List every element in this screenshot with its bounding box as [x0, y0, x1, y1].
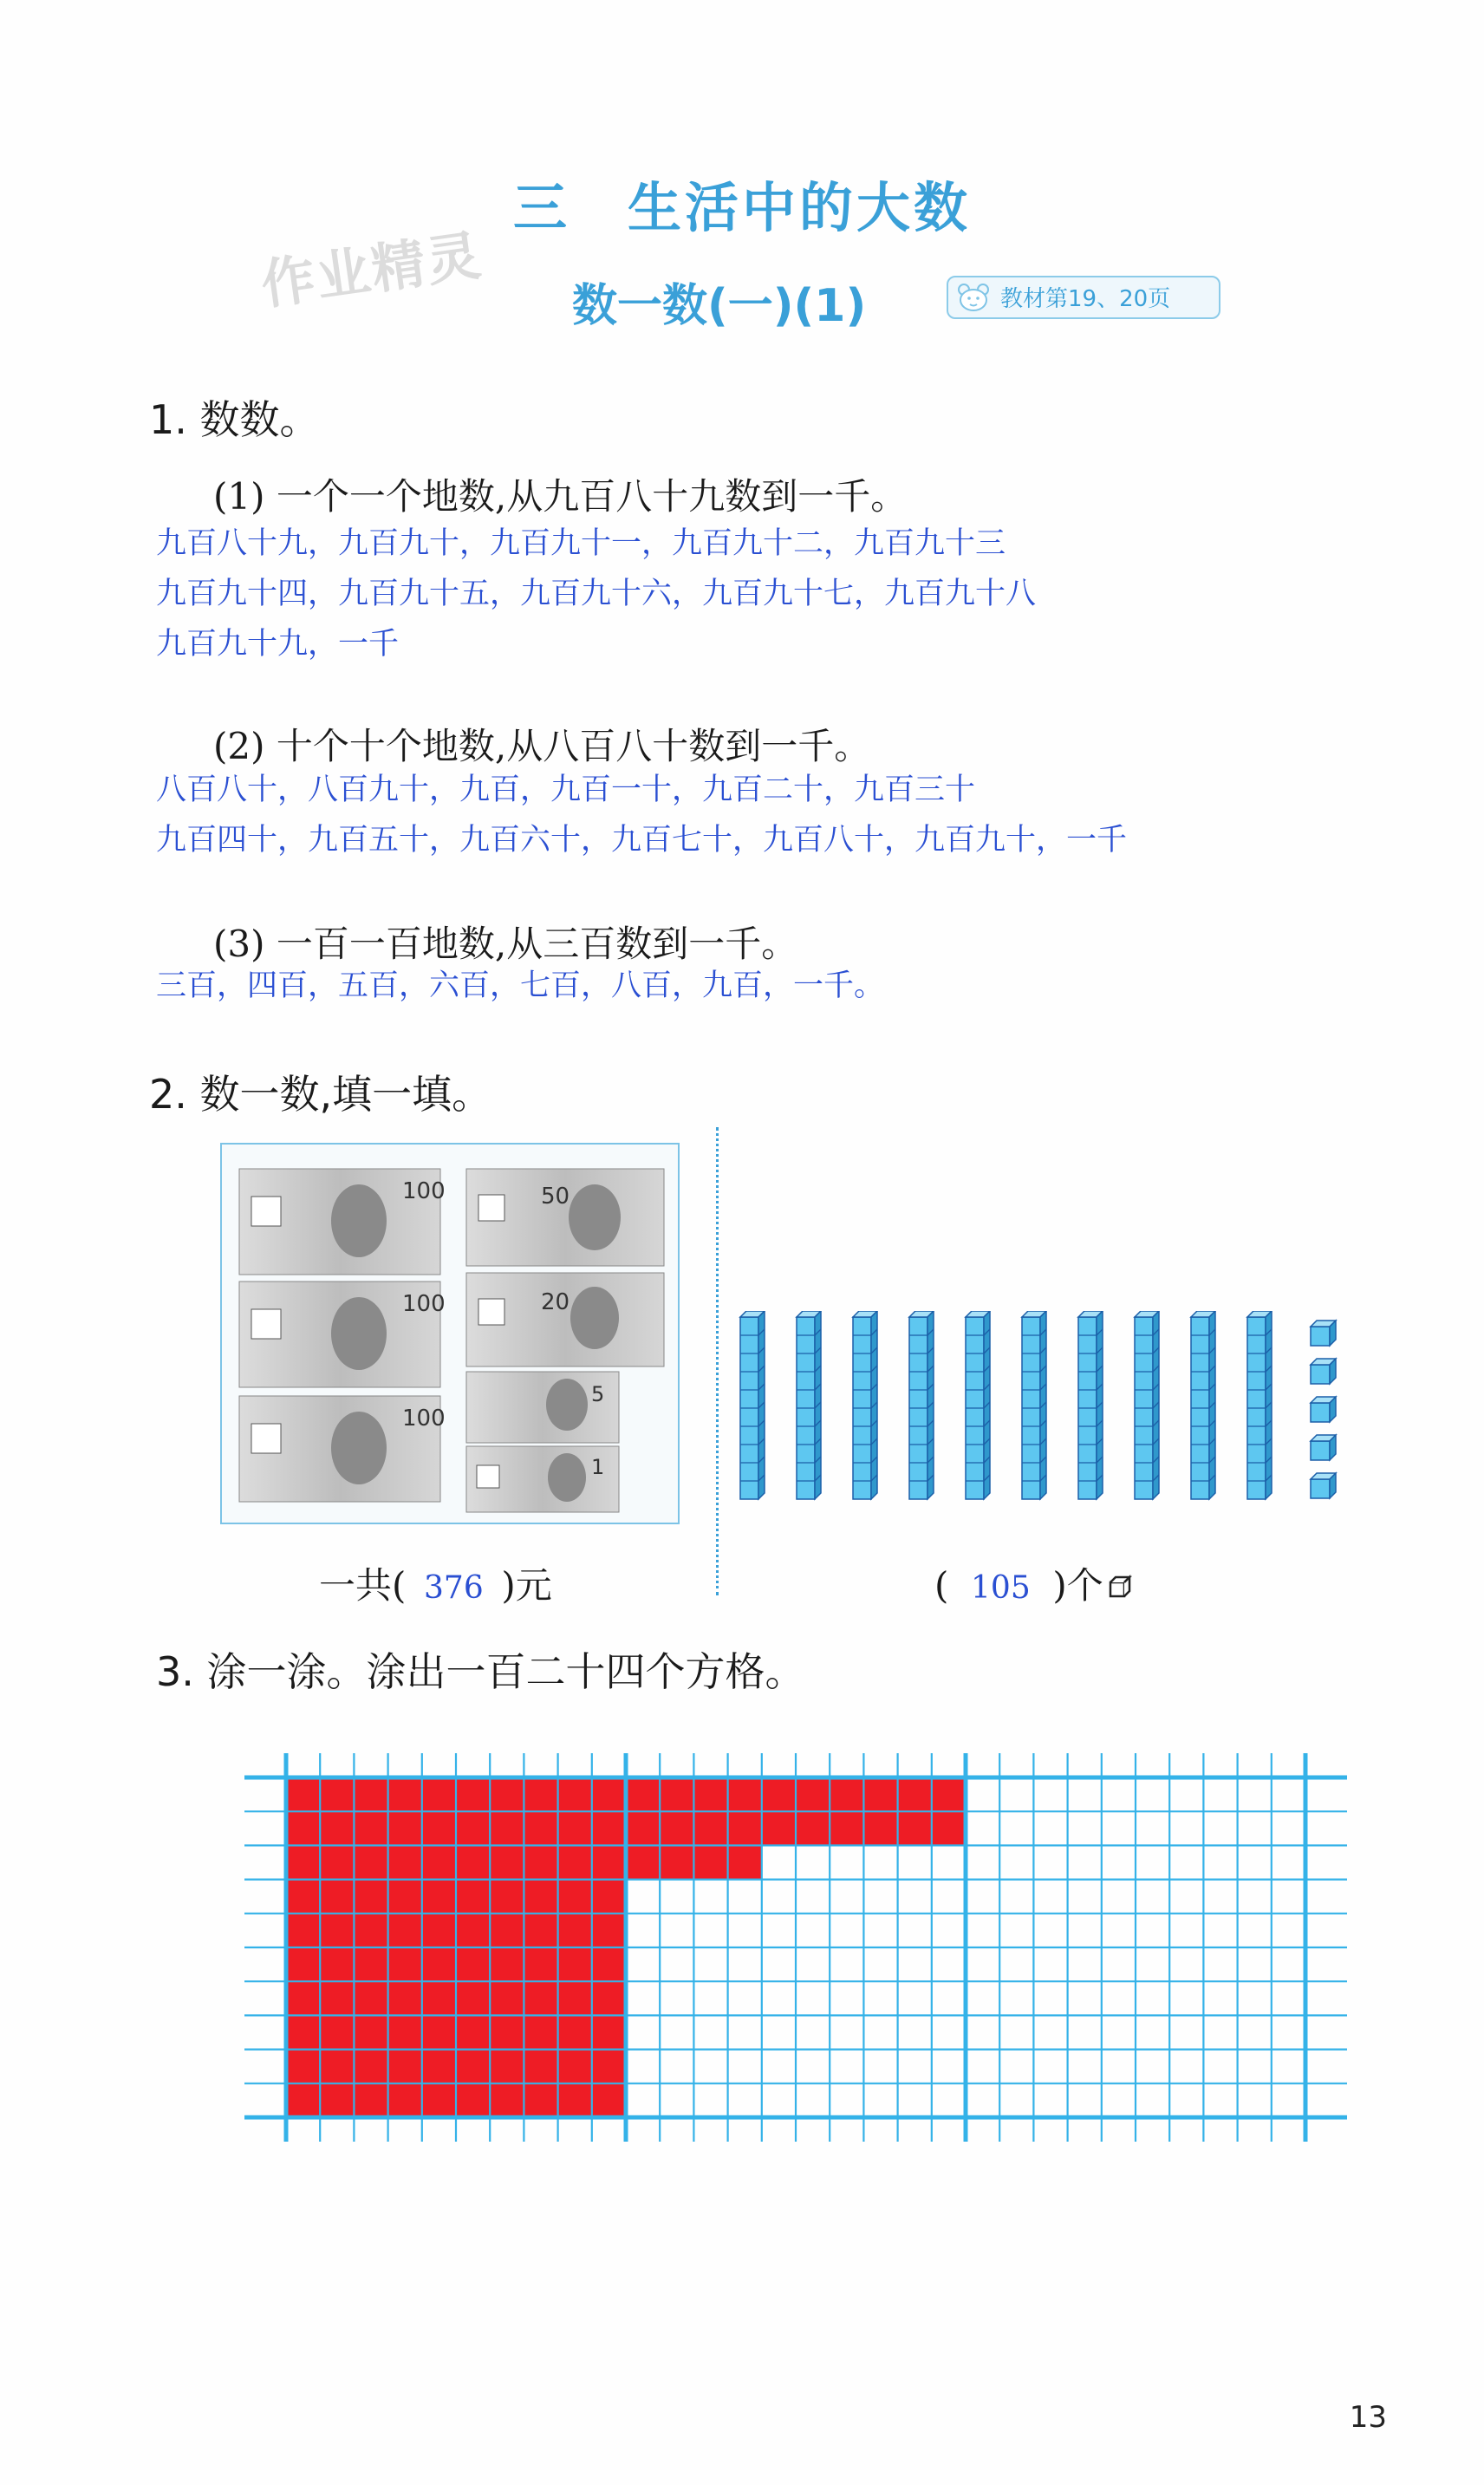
filled-cell[interactable] — [422, 1981, 457, 2016]
cube-front — [1311, 1441, 1330, 1460]
filled-cell[interactable] — [863, 1777, 898, 1812]
filled-cell[interactable] — [320, 1811, 355, 1846]
ten-rod — [853, 1311, 877, 1499]
filled-cell[interactable] — [693, 1845, 728, 1880]
question-2-title: 2. 数一数,填一填。 — [149, 1071, 492, 1118]
filled-cell[interactable] — [286, 1880, 321, 1914]
filled-cell[interactable] — [354, 2084, 388, 2118]
q1-part2-prompt: (2) 十个十个地数,从八百八十数到一千。 — [213, 725, 871, 767]
filled-cell[interactable] — [490, 1811, 524, 1846]
q1-part2-answer — [156, 765, 1127, 865]
filled-cell[interactable] — [524, 1914, 558, 1948]
filled-cell[interactable] — [422, 1845, 457, 1880]
filled-cell[interactable] — [524, 1880, 558, 1914]
money-answer-line — [319, 1557, 552, 1609]
filled-cell[interactable] — [558, 2084, 593, 2118]
unit-cube — [1311, 1359, 1336, 1384]
filled-cell[interactable] — [286, 1981, 321, 2016]
ten-rod — [1247, 1311, 1272, 1499]
filled-cell[interactable] — [830, 1811, 864, 1846]
ten-rod — [740, 1311, 765, 1499]
filled-cell[interactable] — [354, 1880, 388, 1914]
filled-cell[interactable] — [558, 1880, 593, 1914]
filled-cell[interactable] — [524, 1777, 558, 1812]
filled-cell[interactable] — [693, 1777, 728, 1812]
filled-cell[interactable] — [388, 1811, 423, 1846]
filled-cell[interactable] — [388, 1880, 423, 1914]
filled-cell[interactable] — [490, 1914, 524, 1948]
banknote-5 — [466, 1372, 619, 1443]
filled-cell[interactable] — [558, 1845, 593, 1880]
filled-cell[interactable] — [762, 1777, 797, 1812]
unit-cube-icon — [1107, 1574, 1133, 1600]
filled-cell[interactable] — [354, 1981, 388, 2016]
filled-cell[interactable] — [456, 1777, 491, 1812]
filled-cell[interactable] — [320, 1845, 355, 1880]
chapter-title: 三 生活中的大数 — [512, 176, 971, 239]
ten-rod — [1135, 1311, 1159, 1499]
filled-cell[interactable] — [286, 1914, 321, 1948]
filled-cell[interactable] — [422, 2084, 457, 2118]
money-prefix: 一共( — [319, 1564, 407, 1607]
q1-part1-prompt: (1) 一个一个地数,从九百八十九数到一千。 — [213, 475, 908, 518]
filled-cell[interactable] — [456, 1880, 491, 1914]
cube-front — [1311, 1403, 1330, 1422]
banknote-50 — [466, 1169, 664, 1266]
filled-cell[interactable] — [320, 1947, 355, 1982]
blocks-prefix: ( — [934, 1564, 949, 1607]
filled-cell[interactable] — [490, 2084, 524, 2118]
bill-value: 100 — [402, 1178, 446, 1204]
banknote-1 — [466, 1446, 619, 1512]
filled-cell[interactable] — [490, 1845, 524, 1880]
filled-cell[interactable] — [626, 1845, 661, 1880]
filled-cell[interactable] — [524, 1947, 558, 1982]
filled-cell[interactable] — [490, 1880, 524, 1914]
q1-part3-answer — [156, 961, 884, 1011]
filled-cell[interactable] — [863, 1811, 898, 1846]
filled-cell[interactable] — [592, 1981, 627, 2016]
filled-cell[interactable] — [558, 1914, 593, 1948]
filled-cell[interactable] — [422, 1777, 457, 1812]
filled-cell[interactable] — [524, 2084, 558, 2118]
filled-cell[interactable] — [932, 1811, 967, 1846]
unit-cube — [1311, 1435, 1336, 1460]
filled-cell[interactable] — [898, 1811, 933, 1846]
filled-cell[interactable] — [388, 1777, 423, 1812]
ten-rod — [1191, 1311, 1215, 1499]
ten-rod — [1022, 1311, 1046, 1499]
textbook-reference-tag — [947, 276, 1220, 319]
answer-line: 九百九十四，九百九十五，九百九十六，九百九十七，九百九十八 — [156, 577, 1037, 611]
filled-cell[interactable] — [592, 2050, 627, 2084]
filled-cell[interactable] — [286, 2015, 321, 2050]
filled-cell[interactable] — [660, 1811, 694, 1846]
filled-cell[interactable] — [422, 2015, 457, 2050]
bill-value: 1 — [591, 1455, 605, 1479]
filled-cell[interactable] — [388, 2050, 423, 2084]
filled-cell[interactable] — [422, 1880, 457, 1914]
filled-cell[interactable] — [558, 2050, 593, 2084]
filled-cell[interactable] — [456, 2050, 491, 2084]
answer-line: 九百四十，九百五十，九百六十，九百七十，九百八十，九百九十，一千 — [156, 823, 1128, 858]
filled-cell[interactable] — [422, 1914, 457, 1948]
filled-cell[interactable] — [932, 1777, 967, 1812]
filled-cell[interactable] — [320, 2015, 355, 2050]
filled-cell[interactable] — [456, 1914, 491, 1948]
filled-cell[interactable] — [286, 1845, 321, 1880]
filled-cell[interactable] — [286, 1777, 321, 1812]
ten-rod — [909, 1311, 934, 1499]
filled-cell[interactable] — [592, 1777, 627, 1812]
blocks-answer: 105 — [971, 1570, 1031, 1606]
filled-cell[interactable] — [830, 1777, 864, 1812]
filled-cell[interactable] — [456, 1811, 491, 1846]
unit-cube — [1311, 1397, 1336, 1422]
filled-cell[interactable] — [558, 1981, 593, 2016]
filled-cell[interactable] — [422, 1811, 457, 1846]
bill-value: 5 — [591, 1382, 605, 1406]
filled-cell[interactable] — [660, 1845, 694, 1880]
q1-part3-prompt: (3) 一百一百地数,从三百数到一千。 — [213, 923, 798, 965]
filled-cell[interactable] — [558, 1811, 593, 1846]
filled-cell[interactable] — [762, 1811, 797, 1846]
filled-cell[interactable] — [286, 1947, 321, 1982]
filled-cell[interactable] — [354, 2050, 388, 2084]
answer-line: 三百，四百，五百，六百，七百，八百，九百，一千。 — [156, 969, 885, 1003]
blocks-suffix: )个 — [1052, 1564, 1103, 1607]
filled-cell[interactable] — [728, 1845, 763, 1880]
blocks-answer-line — [934, 1557, 1133, 1609]
cube-front — [1311, 1479, 1330, 1498]
filled-cell[interactable] — [728, 1777, 763, 1812]
filled-cell[interactable] — [388, 2015, 423, 2050]
filled-cell[interactable] — [626, 1777, 661, 1812]
filled-cell[interactable] — [558, 1947, 593, 1982]
filled-cell[interactable] — [456, 1981, 491, 2016]
filled-cell[interactable] — [592, 1947, 627, 1982]
filled-cell[interactable] — [490, 1981, 524, 2016]
filled-cell[interactable] — [354, 1811, 388, 1846]
bear-icon — [957, 283, 990, 312]
filled-cell[interactable] — [592, 1811, 627, 1846]
question-3-title: 3. 涂一涂。涂出一百二十四个方格。 — [156, 1648, 805, 1695]
filled-cell[interactable] — [558, 1777, 593, 1812]
filled-cell[interactable] — [320, 1880, 355, 1914]
answer-line: 九百九十九，一千 — [156, 627, 400, 662]
banknote-20 — [466, 1273, 664, 1366]
unit-cube — [1311, 1473, 1336, 1498]
money-answer: 376 — [424, 1570, 484, 1606]
dashed-divider — [716, 1127, 719, 1595]
filled-cell[interactable] — [660, 1777, 694, 1812]
filled-cell[interactable] — [898, 1777, 933, 1812]
bill-value: 100 — [402, 1291, 446, 1317]
bill-value: 50 — [541, 1184, 570, 1210]
ten-rod — [966, 1311, 990, 1499]
filled-cell[interactable] — [524, 1981, 558, 2016]
banknotes-illustration — [222, 1145, 678, 1523]
filled-cell[interactable] — [490, 1777, 524, 1812]
banknote-100 — [239, 1396, 446, 1502]
filled-cell[interactable] — [524, 1811, 558, 1846]
filled-cell[interactable] — [320, 1981, 355, 2016]
bill-value: 20 — [541, 1289, 570, 1315]
ten-rod — [1078, 1311, 1103, 1499]
filled-cell[interactable] — [388, 1947, 423, 1982]
filled-cell[interactable] — [796, 1811, 830, 1846]
bill-value: 100 — [402, 1406, 446, 1432]
answer-line: 九百八十九，九百九十，九百九十一，九百九十二，九百九十三 — [156, 526, 1006, 561]
filled-cell[interactable] — [592, 1914, 627, 1948]
filled-cell[interactable] — [320, 1777, 355, 1812]
cube-front — [1311, 1365, 1330, 1384]
filled-cell[interactable] — [286, 2084, 321, 2118]
filled-cell[interactable] — [354, 1947, 388, 1982]
filled-cell[interactable] — [456, 2015, 491, 2050]
filled-cell[interactable] — [320, 2050, 355, 2084]
filled-cell[interactable] — [592, 1880, 627, 1914]
filled-cell[interactable] — [490, 1947, 524, 1982]
filled-cell[interactable] — [320, 1914, 355, 1948]
filled-cell[interactable] — [388, 1845, 423, 1880]
filled-cell[interactable] — [354, 1914, 388, 1948]
filled-cell[interactable] — [388, 1914, 423, 1948]
textbook-reference-text: 教材第19、20页 — [1000, 286, 1171, 312]
page-number: 13 — [1349, 2400, 1387, 2435]
question-1-title: 1. 数数。 — [149, 396, 320, 443]
filled-cell[interactable] — [592, 2015, 627, 2050]
ten-rod — [797, 1311, 821, 1499]
filled-cell[interactable] — [626, 1811, 661, 1846]
filled-cell[interactable] — [490, 2015, 524, 2050]
cube-front — [1311, 1327, 1330, 1346]
filled-cell[interactable] — [422, 2050, 457, 2084]
banknote-100 — [239, 1282, 446, 1387]
filled-cell[interactable] — [524, 2050, 558, 2084]
filled-cell[interactable] — [558, 2015, 593, 2050]
filled-cell[interactable] — [456, 1845, 491, 1880]
filled-cell[interactable] — [320, 2084, 355, 2118]
filled-cell[interactable] — [354, 1845, 388, 1880]
filled-cell[interactable] — [592, 2084, 627, 2118]
filled-cell[interactable] — [490, 2050, 524, 2084]
filled-cell[interactable] — [388, 2084, 423, 2118]
money-panel — [220, 1143, 680, 1524]
filled-cell[interactable] — [524, 1845, 558, 1880]
q1-part1-answer — [156, 519, 1036, 669]
filled-cell[interactable] — [693, 1811, 728, 1846]
filled-cell[interactable] — [456, 1947, 491, 1982]
answer-line: 八百八十，八百九十，九百，九百一十，九百二十，九百三十 — [156, 773, 976, 807]
lesson-title: 数一数(一)(1) — [572, 280, 867, 332]
filled-cell[interactable] — [422, 1947, 457, 1982]
filled-cell[interactable] — [354, 1777, 388, 1812]
filled-cell[interactable] — [524, 2015, 558, 2050]
filled-cell[interactable] — [796, 1777, 830, 1812]
base-ten-blocks-illustration — [737, 1311, 1361, 1528]
filled-cell[interactable] — [354, 2015, 388, 2050]
filled-cell[interactable] — [286, 1811, 321, 1846]
filled-cell[interactable] — [456, 2084, 491, 2118]
unit-cube — [1311, 1321, 1336, 1346]
filled-cell[interactable] — [728, 1811, 763, 1846]
filled-cell[interactable] — [388, 1981, 423, 2016]
filled-cell[interactable] — [286, 2050, 321, 2084]
banknote-100 — [239, 1169, 446, 1275]
coloring-grid[interactable] — [217, 1734, 1370, 2159]
filled-cell[interactable] — [592, 1845, 627, 1880]
money-suffix: )元 — [501, 1564, 552, 1607]
watermark: 作业精灵 — [257, 223, 486, 317]
